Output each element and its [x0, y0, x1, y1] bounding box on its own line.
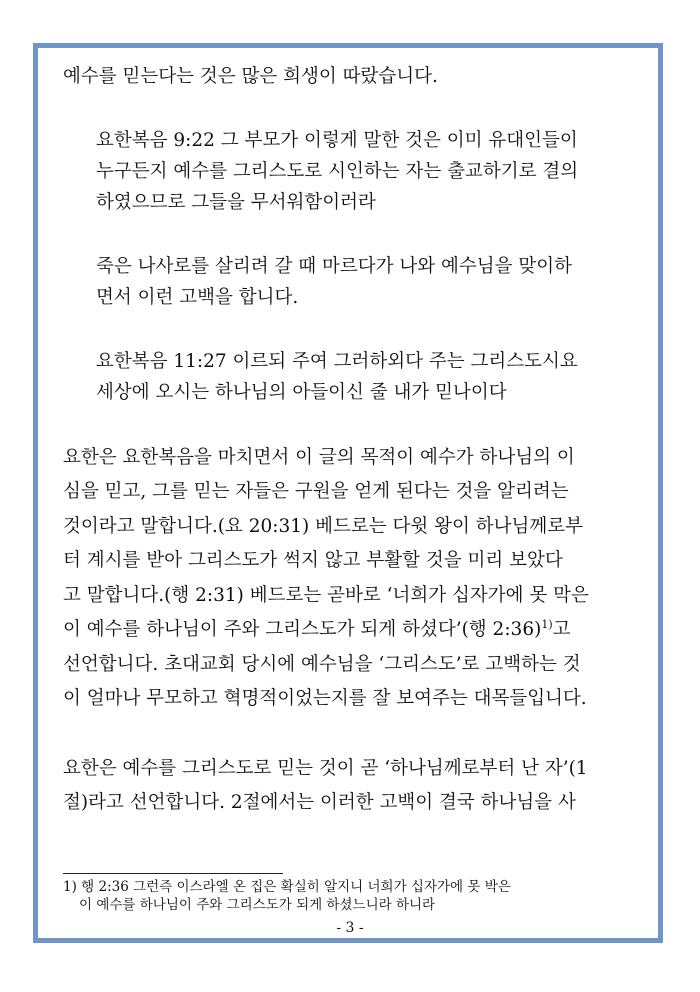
text-line: 이 얼마나 무모하고 혁명적이었는지를 잘 보여주는 대목들입니다. — [63, 688, 587, 709]
quote-john-11-27 — [96, 346, 639, 408]
footnote-line: 이 예수를 하나님이 주와 그리스도가 되게 하셨느니라 하니라 — [79, 897, 436, 913]
footnote-reference[interactable]: 1) — [541, 617, 553, 631]
text-line: 고 말합니다.(행 2:31) 베드로는 곧바로 ‘너희가 십자가에 못 막은 — [63, 584, 589, 606]
paragraph-3 — [63, 752, 639, 821]
text-line: 것이라고 말합니다.(요 20:31) 베드로는 다윗 왕이 하나님께로부 — [63, 515, 583, 537]
paragraph-1: 예수를 믿는다는 것은 많은 희생이 따랐습니다. — [63, 66, 438, 87]
text-line: 요한은 요한복음을 마치면서 이 글의 목적이 예수가 하나님의 이 — [63, 446, 575, 468]
text-line: 면서 이런 고백을 합니다. — [96, 286, 299, 308]
text-line: 심을 믿고, 그를 믿는 자들은 구원을 얻게 된다는 것을 알리려는 — [63, 481, 569, 502]
page-number: - 3 - — [336, 920, 364, 936]
text-line: 죽은 나사로를 살리려 갈 때 마르다가 나와 예수님을 맞이하 — [96, 255, 572, 277]
text-line: 터 계시를 받아 그리스도가 썩지 않고 부활할 것을 미리 보았다 — [63, 550, 563, 571]
document-body — [63, 60, 639, 821]
footnote-divider — [63, 873, 283, 874]
paragraph-2 — [63, 441, 639, 717]
text-line: 선언합니다. 초대교회 당시에 예수님을 ‘그리스도’로 고백하는 것 — [63, 653, 581, 675]
footnote-line: 1) 행 2:36 그런즉 이스라엘 온 집은 확실히 알지니 너희가 십자가에 못 박은 — [63, 879, 511, 895]
paragraph-martha — [96, 251, 639, 313]
text-line: 이 예수를 하나님이 주와 그리스도가 되게 하셨다’(행 2:36) — [63, 619, 542, 640]
footnote — [63, 878, 639, 914]
quote-line: 세상에 오시는 하나님의 아들이신 줄 내가 믿나이다 — [96, 381, 507, 403]
text-line: 고 — [552, 619, 571, 640]
quote-line: 요한복음 9:22 그 부모가 이렇게 말한 것은 이미 유대인들이 — [96, 129, 578, 151]
quote-john-9-22 — [96, 125, 639, 218]
quote-line: 누구든지 예수를 그리스도로 시인하는 자는 출교하기로 결의 — [96, 160, 579, 182]
quote-line: 하였으므로 그들을 무서워함이러라 — [96, 191, 376, 213]
text-line: 절)라고 선언합니다. 2절에서는 이러한 고백이 결국 하나님을 사 — [63, 792, 576, 813]
quote-line: 요한복음 11:27 이르되 주여 그러하외다 주는 그리스도시요 — [96, 350, 578, 372]
text-line: 요한은 예수를 그리스도로 믿는 것이 곧 ‘하나님께로부터 난 자’(1 — [63, 757, 588, 779]
